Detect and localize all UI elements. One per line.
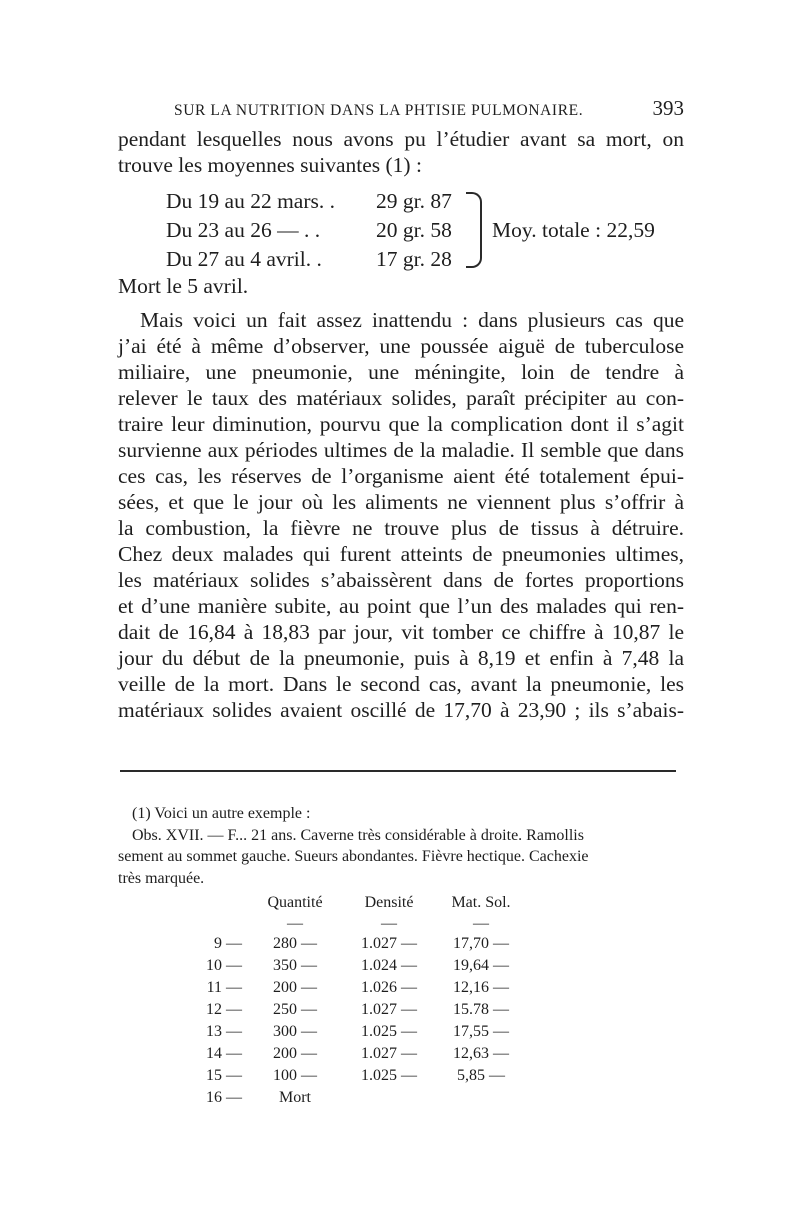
cell-densite: 1.027 —	[361, 1001, 417, 1019]
means-period: Du 23 au 26 — . .	[166, 217, 321, 242]
death-line: Mort le 5 avril.	[118, 274, 249, 298]
header-dash-row: — — —	[287, 915, 489, 932]
running-head	[118, 96, 684, 121]
header-mat-sol: Mat. Sol.	[451, 894, 511, 912]
text-line: matériaux solides avaient oscillé de 17,70 à 23,90 ; ils s’abais-	[118, 698, 684, 722]
cell-densite	[340, 1087, 438, 1109]
main-text	[118, 126, 684, 723]
cell-mat-sol: 15.78 —	[453, 1001, 509, 1019]
means-period: Du 27 au 4 avril. .	[166, 246, 322, 271]
table-row	[118, 1065, 524, 1087]
cell-mat-sol: 17,70 —	[453, 935, 509, 953]
cell-day: 10 —	[206, 957, 242, 975]
cell-densite: 1.027 —	[361, 1045, 417, 1063]
cell-quantite: 280 —	[273, 935, 317, 953]
table-row	[118, 1087, 524, 1109]
header-densite: Densité	[364, 894, 414, 912]
table-row	[118, 1021, 524, 1043]
observation-table	[118, 891, 524, 1109]
cell-mat-sol	[438, 1087, 524, 1109]
text-line: et d’une manière subite, au point que l’un des malades qui ren-	[118, 594, 684, 618]
cell-day: 13 —	[206, 1023, 242, 1041]
footnote-obs-line: sement au sommet gauche. Sueurs abondantes. Fièvre hectique. Cachexie	[118, 848, 589, 865]
cell-day: 16 —	[206, 1089, 242, 1107]
cell-day: 11 —	[206, 979, 242, 997]
cell-quantite: 100 —	[273, 1067, 317, 1085]
table-row	[118, 933, 524, 955]
text-line: miliaire, une pneumonie, une méningite, loin de tendre à	[118, 360, 684, 384]
cell-mat-sol: 19,64 —	[453, 957, 509, 975]
text-line: sées, et que le jour où les aliments ne viennent plus s’offrir à	[118, 490, 684, 514]
means-value: 20 gr. 58	[376, 217, 452, 242]
footnote-obs-line: très marquée.	[118, 869, 205, 887]
table-header-row	[118, 891, 524, 915]
text-line: ces cas, les réserves de l’organisme aient été totalement épui-	[118, 464, 684, 488]
cell-day: 12 —	[206, 1001, 242, 1019]
cell-densite: 1.025 —	[361, 1067, 417, 1085]
cell-quantite: 300 —	[273, 1023, 317, 1041]
means-row	[166, 244, 462, 273]
footnote-obs-line: Obs. XVII. — F... 21 ans. Caverne très considérable à droite. Ramollis	[132, 826, 584, 844]
text-line: trouve les moyennes suivantes (1) :	[118, 153, 422, 177]
text-line: pendant lesquelles nous avons pu l’étudier avant sa mort, on	[118, 127, 684, 151]
footnote	[118, 803, 684, 1109]
cell-quantite: 200 —	[273, 979, 317, 997]
text-line: j’ai été à même d’observer, une poussée aiguë de tuberculose	[118, 334, 684, 358]
cell-quantite: Mort	[279, 1089, 311, 1107]
text-line: la combustion, la fièvre ne trouve plus de tissus à détruire.	[118, 516, 684, 540]
cell-day: 15 —	[206, 1067, 242, 1085]
means-row	[166, 215, 462, 244]
cell-mat-sol: 5,85 —	[457, 1067, 505, 1085]
cell-quantite: 200 —	[273, 1045, 317, 1063]
cell-densite: 1.024 —	[361, 957, 417, 975]
cell-day: 14 —	[206, 1045, 242, 1063]
text-line: survienne aux périodes ultimes de la maladie. Il semble que dans	[118, 438, 684, 462]
text-line: les matériaux solides s’abaissèrent dans de fortes proportions	[118, 568, 684, 592]
means-period: Du 19 au 22 mars. .	[166, 188, 335, 213]
running-title: SUR LA NUTRITION DANS LA PHTISIE PULMONAIRE.	[174, 102, 584, 119]
table-row	[118, 977, 524, 999]
text-line: Mais voici un fait assez inattendu : dans plusieurs cas que	[140, 308, 684, 332]
cell-densite: 1.025 —	[361, 1023, 417, 1041]
cell-densite: 1.027 —	[361, 935, 417, 953]
footnote-divider	[120, 770, 676, 772]
means-value: 17 gr. 28	[376, 246, 452, 271]
means-value: 29 gr. 87	[376, 188, 452, 213]
cell-mat-sol: 12,63 —	[453, 1045, 509, 1063]
text-line: Chez deux malades qui furent atteints de pneumonies ultimes,	[118, 542, 684, 566]
cell-quantite: 350 —	[273, 957, 317, 975]
cell-densite: 1.026 —	[361, 979, 417, 997]
table-row	[118, 999, 524, 1021]
footnote-intro: (1) Voici un autre exemple :	[132, 805, 311, 822]
text-line: jour du début de la pneumonie, puis à 8,19 et enfin à 7,48 la	[118, 646, 684, 670]
page-number: 393	[652, 96, 684, 120]
text-line: dait de 16,84 à 18,83 par jour, vit tomber ce chiffre à 10,87 le	[118, 620, 684, 644]
text-line: veille de la mort. Dans le second cas, avant la pneumonie, les	[118, 672, 684, 696]
cell-mat-sol: 17,55 —	[453, 1023, 509, 1041]
table-row	[118, 1043, 524, 1065]
means-row	[166, 186, 462, 215]
means-total: Moy. totale : 22,59	[492, 217, 655, 242]
cell-quantite: 250 —	[273, 1001, 317, 1019]
cell-mat-sol: 12,16 —	[453, 979, 509, 997]
table-row	[118, 955, 524, 977]
text-line: relever le taux des matériaux solides, paraît précipiter au con-	[118, 386, 684, 410]
cell-day: 9 —	[214, 935, 242, 953]
brace-icon	[466, 192, 482, 268]
main-paragraph	[118, 307, 684, 723]
means-table	[118, 186, 684, 273]
header-quantite: Quantité	[267, 894, 323, 912]
text-line: traire leur diminution, pourvu que la complication dont il s’agit	[118, 412, 684, 436]
